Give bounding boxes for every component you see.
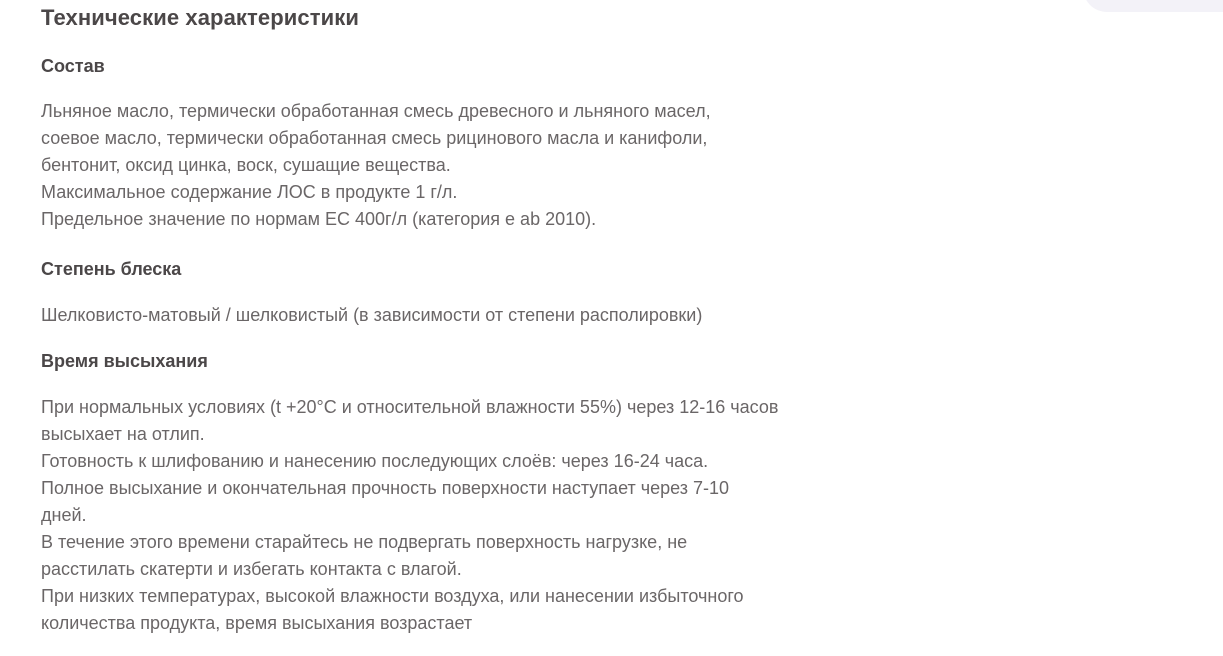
text-line: количества продукта, время высыхания возрастает xyxy=(41,613,473,633)
section-body-drying-time xyxy=(41,394,941,637)
section-heading-drying-time: Время высыхания xyxy=(41,351,208,371)
text-line: высыхает на отлип. xyxy=(41,424,205,444)
text-line: При нормальных условиях (t +20°C и относительной влажности 55%) через 12-16 часов xyxy=(41,397,779,417)
section-body-gloss xyxy=(41,302,941,329)
text-line: соевое масло, термически обработанная смесь рицинового масла и канифоли, xyxy=(41,128,708,148)
section-heading-gloss: Степень блеска xyxy=(41,259,182,279)
text-line: Шелковисто-матовый / шелковистый (в зависимости от степени располировки) xyxy=(41,305,703,325)
text-line: При низких температурах, высокой влажности воздуха, или нанесении избыточного xyxy=(41,586,744,606)
technical-specs xyxy=(41,4,941,637)
text-line: Максимальное содержание ЛОС в продукте 1 г/л. xyxy=(41,182,458,202)
text-line: Готовность к шлифованию и нанесению последующих слоёв: через 16-24 часа. xyxy=(41,451,709,471)
text-line: Предельное значение по нормам ЕС 400г/л (категория e ab 2010). xyxy=(41,209,597,229)
text-line: бентонит, оксид цинка, воск, сушащие вещества. xyxy=(41,155,451,175)
section-body-composition xyxy=(41,98,941,233)
text-line: дней. xyxy=(41,505,87,525)
text-line: В течение этого времени старайтесь не подвергать поверхность нагрузке, не xyxy=(41,532,688,552)
text-line: Полное высыхание и окончательная прочность поверхности наступает через 7-10 xyxy=(41,478,730,498)
corner-decoration xyxy=(1083,0,1223,12)
page-title: Технические характеристики xyxy=(41,5,359,30)
text-line: Льняное масло, термически обработанная смесь древесного и льняного масел, xyxy=(41,101,711,121)
text-line: расстилать скатерти и избегать контакта с влагой. xyxy=(41,559,462,579)
section-heading-composition: Состав xyxy=(41,56,105,76)
